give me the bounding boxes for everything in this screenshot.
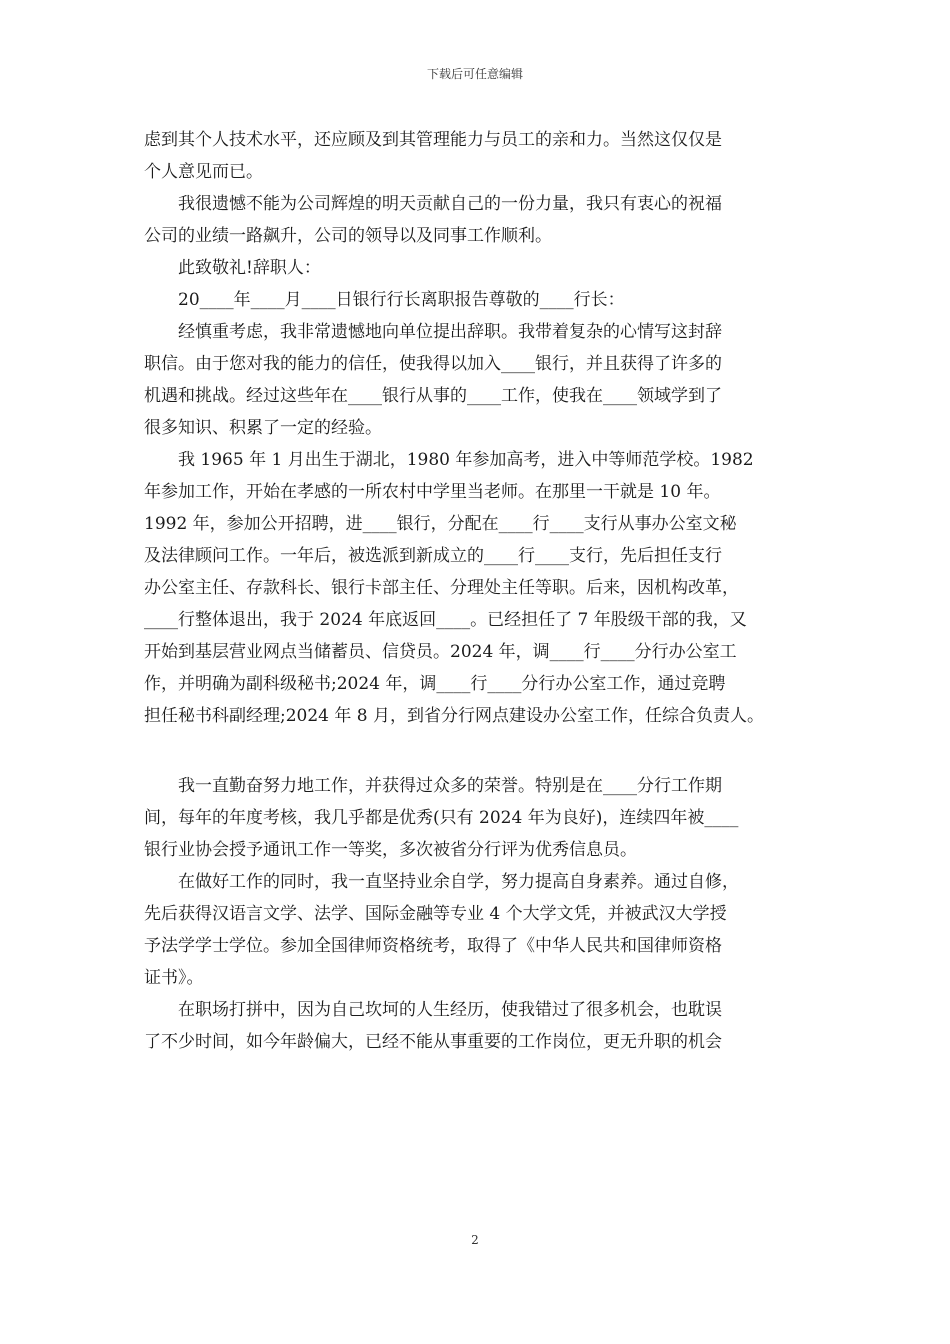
text-line: 1992 年，参加公开招聘，进____银行，分配在____行____支行从事办公室文秘 [144, 514, 737, 534]
page-number: 2 [471, 1233, 479, 1247]
text-line: 办公室主任、存款科长、银行卡部主任、分理处主任等职。后来，因机构改革， [144, 578, 739, 598]
text-line: 很多知识、积累了一定的经验。 [144, 418, 382, 438]
text-line: 予法学学士学位。参加全国律师资格统考，取得了《中华人民共和国律师资格 [144, 936, 722, 956]
text-line: 作，并明确为副科级秘书;2024 年，调____行____分行办公室工作，通过竞聘 [144, 674, 726, 694]
text-line: 我 1965 年 1 月出生于湖北，1980 年参加高考，进入中等师范学校。1982 [144, 450, 754, 470]
text-line: 我一直勤奋努力地工作，并获得过众多的荣誉。特别是在____分行工作期 [144, 776, 722, 796]
text-line: 证书》。 [144, 968, 204, 988]
text-line: 个人意见而已。 [144, 162, 263, 182]
text-line: 经慎重考虑，我非常遗憾地向单位提出辞职。我带着复杂的心情写这封辞 [144, 322, 722, 342]
text-line: 20____年____月____日银行行长离职报告尊敬的____行长： [144, 290, 625, 310]
text-line: 我很遗憾不能为公司辉煌的明天贡献自己的一份力量，我只有衷心的祝福 [144, 194, 722, 214]
text-line: 在做好工作的同时，我一直坚持业余自学，努力提高自身素养。通过自修， [144, 872, 739, 892]
document-body [144, 124, 808, 1058]
text-line: 担任秘书科副经理;2024 年 8 月，到省分行网点建设办公室工作，任综合负责人。 [144, 706, 765, 726]
text-line: 公司的业绩一路飙升，公司的领导以及同事工作顺利。 [144, 226, 552, 246]
text-line: 职信。由于您对我的能力的信任，使我得以加入____银行，并且获得了许多的 [144, 354, 722, 374]
text-line: 间，每年的年度考核，我几乎都是优秀(只有 2024 年为良好)，连续四年被____ [144, 808, 739, 828]
text-line: 银行业协会授予通讯工作一等奖，多次被省分行评为优秀信息员。 [144, 840, 637, 860]
text-line: 先后获得汉语言文学、法学、国际金融等专业 4 个大学文凭，并被武汉大学授 [144, 904, 727, 924]
text-line: 机遇和挑战。经过这些年在____银行从事的____工作，使我在____领域学到了 [144, 386, 722, 406]
paragraph-gap [144, 732, 808, 770]
text-line: 及法律顾问工作。一年后，被选派到新成立的____行____支行，先后担任支行 [144, 546, 722, 566]
text-line: 年参加工作，开始在孝感的一所农村中学里当老师。在那里一干就是 10 年。 [144, 482, 721, 502]
text-line: 此致敬礼!辞职人： [144, 258, 321, 278]
text-line: 开始到基层营业网点当储蓄员、信贷员。2024 年，调____行____分行办公室工 [144, 642, 737, 662]
text-line: ____行整体退出，我于 2024 年底返回____。已经担任了 7 年股级干部的我，又 [144, 610, 747, 630]
text-line: 在职场打拼中，因为自己坎坷的人生经历，使我错过了很多机会，也耽误 [144, 1000, 722, 1020]
page-header: 下载后可任意编辑 [426, 67, 523, 81]
text-line: 虑到其个人技术水平，还应顾及到其管理能力与员工的亲和力。当然这仅仅是 [144, 130, 722, 150]
text-line: 了不少时间，如今年龄偏大，已经不能从事重要的工作岗位，更无升职的机会 [144, 1032, 722, 1052]
